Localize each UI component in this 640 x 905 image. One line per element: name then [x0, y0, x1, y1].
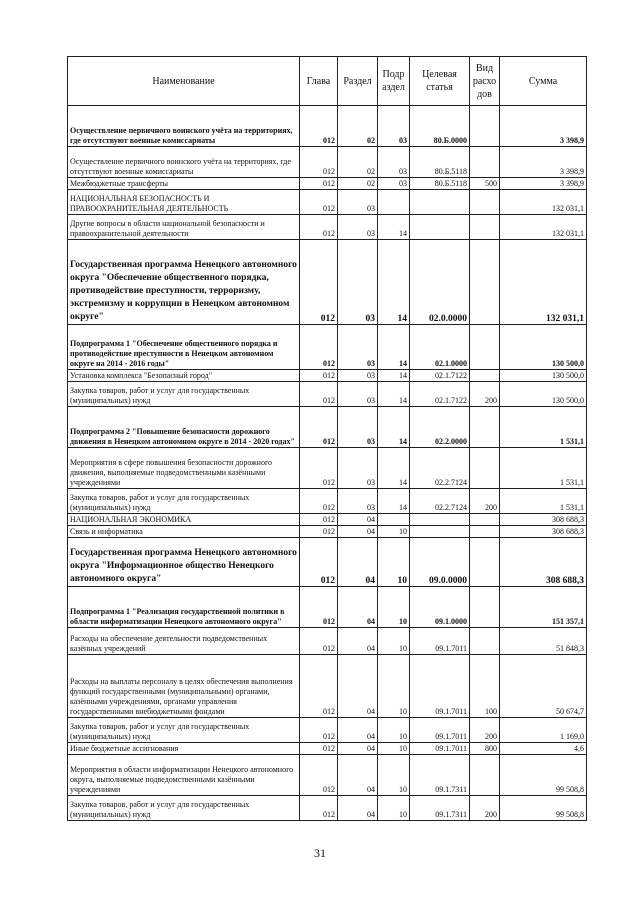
cell-target: [410, 190, 470, 215]
cell-podrazdel: 10: [378, 718, 410, 743]
cell-razdel: 04: [338, 587, 378, 628]
cell-sum: 130 500,0: [500, 370, 587, 382]
header-razdel: Раздел: [338, 57, 378, 106]
cell-vid: [470, 587, 500, 628]
cell-glava: 012: [300, 240, 338, 325]
cell-razdel: 03: [338, 190, 378, 215]
cell-name: Осуществление первичного воинского учёта на территориях, где отсутствуют военные комиссариаты: [68, 147, 300, 178]
cell-target: 09.1.7311: [410, 755, 470, 796]
cell-target: 09.1.7011: [410, 718, 470, 743]
cell-razdel: 02: [338, 147, 378, 178]
cell-glava: 012: [300, 448, 338, 489]
cell-target: 09.1.7011: [410, 628, 470, 655]
table-row: [68, 755, 587, 796]
cell-razdel: 04: [338, 718, 378, 743]
cell-razdel: 04: [338, 514, 378, 526]
table-row: [68, 382, 587, 407]
table-row: [68, 538, 587, 587]
cell-vid: [470, 538, 500, 587]
cell-glava: 012: [300, 178, 338, 190]
cell-name: Государственная программа Ненецкого автономного округа "Информационное общество Ненецкого автономного округа": [68, 538, 300, 587]
cell-sum: 308 688,3: [500, 514, 587, 526]
table-row: [68, 587, 587, 628]
cell-podrazdel: 14: [378, 448, 410, 489]
cell-name: Другие вопросы в области национальной безопасности и правоохранительной деятельности: [68, 215, 300, 240]
header-row: [68, 57, 587, 106]
cell-podrazdel: 10: [378, 655, 410, 718]
cell-sum: 99 508,8: [500, 796, 587, 821]
cell-name: Мероприятия в области информатизации Ненецкого автономного округа, выполняемые подведомственными казёнными учреждениями: [68, 755, 300, 796]
cell-glava: 012: [300, 718, 338, 743]
cell-podrazdel: 14: [378, 325, 410, 370]
cell-glava: 012: [300, 538, 338, 587]
cell-razdel: 04: [338, 743, 378, 755]
cell-glava: 012: [300, 755, 338, 796]
cell-sum: 1 531,1: [500, 489, 587, 514]
cell-name: Межбюджетные трансферты: [68, 178, 300, 190]
cell-glava: 012: [300, 514, 338, 526]
cell-name: Закупка товаров, работ и услуг для государственных (муниципальных) нужд: [68, 489, 300, 514]
cell-podrazdel: 14: [378, 240, 410, 325]
header-podrazdel: Подр аздел: [378, 57, 410, 106]
cell-target: 09.1.7011: [410, 655, 470, 718]
cell-razdel: 04: [338, 655, 378, 718]
cell-sum: 130 500,0: [500, 382, 587, 407]
cell-name: Расходы на обеспечение деятельности подведомственных казённых учреждений: [68, 628, 300, 655]
cell-target: 02.1.7122: [410, 370, 470, 382]
table-body: [68, 106, 587, 821]
table-row: [68, 514, 587, 526]
cell-razdel: 04: [338, 755, 378, 796]
table-row: [68, 526, 587, 538]
cell-podrazdel: 10: [378, 538, 410, 587]
cell-glava: 012: [300, 147, 338, 178]
header-glava: Глава: [300, 57, 338, 106]
cell-razdel: 02: [338, 106, 378, 147]
cell-podrazdel: 14: [378, 382, 410, 407]
cell-name: Закупка товаров, работ и услуг для государственных (муниципальных) нужд: [68, 382, 300, 407]
cell-vid: [470, 370, 500, 382]
cell-target: 02.2.0000: [410, 407, 470, 448]
cell-vid: 100: [470, 655, 500, 718]
cell-target: 09.1.7011: [410, 743, 470, 755]
cell-podrazdel: 03: [378, 178, 410, 190]
cell-razdel: 03: [338, 370, 378, 382]
cell-name: Закупка товаров, работ и услуг для государственных (муниципальных) нужд: [68, 796, 300, 821]
cell-glava: 012: [300, 190, 338, 215]
cell-glava: 012: [300, 743, 338, 755]
cell-podrazdel: 10: [378, 526, 410, 538]
table-row: [68, 628, 587, 655]
cell-name: Связь и информатика: [68, 526, 300, 538]
cell-vid: 800: [470, 743, 500, 755]
cell-podrazdel: [378, 190, 410, 215]
cell-target: [410, 514, 470, 526]
cell-target: 80.Б.5118: [410, 178, 470, 190]
cell-podrazdel: [378, 514, 410, 526]
cell-target: 02.2.7124: [410, 448, 470, 489]
cell-vid: 500: [470, 178, 500, 190]
cell-name: Осуществление первичного воинского учёта на территориях, где отсутствуют военные комиссариаты: [68, 106, 300, 147]
cell-name: НАЦИОНАЛЬНАЯ БЕЗОПАСНОСТЬ И ПРАВООХРАНИТЕЛЬНАЯ ДЕЯТЕЛЬНОСТЬ: [68, 190, 300, 215]
cell-glava: 012: [300, 587, 338, 628]
cell-podrazdel: 10: [378, 587, 410, 628]
cell-vid: [470, 106, 500, 147]
cell-vid: [470, 325, 500, 370]
table-row: [68, 370, 587, 382]
cell-razdel: 04: [338, 526, 378, 538]
cell-podrazdel: 10: [378, 755, 410, 796]
cell-name: Государственная программа Ненецкого автономного округа "Обеспечение общественного порядка, противодействие преступности, терроризму, экстремизму и коррупции в Ненецком автономном округе": [68, 240, 300, 325]
cell-glava: 012: [300, 796, 338, 821]
cell-vid: [470, 448, 500, 489]
cell-razdel: 03: [338, 382, 378, 407]
cell-sum: 1 531,1: [500, 407, 587, 448]
cell-razdel: 03: [338, 489, 378, 514]
cell-name: Закупка товаров, работ и услуг для государственных (муниципальных) нужд: [68, 718, 300, 743]
cell-vid: [470, 147, 500, 178]
cell-name: Подпрограмма 2 "Повышение безопасности дорожного движения в Ненецком автономном округе в 2014 - 2020 годах": [68, 407, 300, 448]
cell-target: [410, 526, 470, 538]
cell-name: НАЦИОНАЛЬНАЯ ЭКОНОМИКА: [68, 514, 300, 526]
cell-vid: [470, 407, 500, 448]
cell-podrazdel: 10: [378, 628, 410, 655]
cell-vid: [470, 526, 500, 538]
cell-glava: 012: [300, 655, 338, 718]
cell-sum: 99 508,8: [500, 755, 587, 796]
cell-target: 02.2.7124: [410, 489, 470, 514]
table-row: [68, 743, 587, 755]
cell-razdel: 04: [338, 628, 378, 655]
cell-name: Расходы на выплаты персоналу в целях обеспечения выполнения функций государственными (муниципальными) органами, казёнными учреждениями, органами управления государственными внебюджетными фондами: [68, 655, 300, 718]
cell-razdel: 03: [338, 448, 378, 489]
cell-sum: 4,6: [500, 743, 587, 755]
cell-razdel: 03: [338, 407, 378, 448]
cell-glava: 012: [300, 407, 338, 448]
cell-podrazdel: 03: [378, 106, 410, 147]
header-sum: Сумма: [500, 57, 587, 106]
cell-vid: [470, 240, 500, 325]
table-row: [68, 407, 587, 448]
cell-podrazdel: 14: [378, 370, 410, 382]
table-row: [68, 489, 587, 514]
cell-vid: [470, 215, 500, 240]
table-row: [68, 240, 587, 325]
cell-podrazdel: 10: [378, 796, 410, 821]
cell-name: Подпрограмма 1 "Реализация государственной политики в области информатизации Ненецкого автономного округа": [68, 587, 300, 628]
table-row: [68, 448, 587, 489]
cell-vid: 200: [470, 489, 500, 514]
table-row: [68, 718, 587, 743]
page-number: 31: [314, 846, 326, 860]
table-row: [68, 215, 587, 240]
header-target: Целевая статья: [410, 57, 470, 106]
cell-sum: 3 398,9: [500, 147, 587, 178]
cell-vid: [470, 514, 500, 526]
cell-target: 09.1.0000: [410, 587, 470, 628]
table-row: [68, 325, 587, 370]
cell-razdel: 02: [338, 178, 378, 190]
cell-razdel: 04: [338, 796, 378, 821]
cell-sum: 132 031,1: [500, 240, 587, 325]
cell-sum: 308 688,3: [500, 538, 587, 587]
cell-target: 09.1.7311: [410, 796, 470, 821]
cell-target: 02.1.7122: [410, 382, 470, 407]
cell-razdel: 03: [338, 325, 378, 370]
cell-sum: 3 398,9: [500, 106, 587, 147]
cell-podrazdel: 10: [378, 743, 410, 755]
cell-razdel: 03: [338, 215, 378, 240]
cell-glava: 012: [300, 526, 338, 538]
cell-sum: 132 031,1: [500, 190, 587, 215]
cell-podrazdel: 14: [378, 489, 410, 514]
header-vid: Вид расхо дов: [470, 57, 500, 106]
cell-target: 02.1.0000: [410, 325, 470, 370]
cell-glava: 012: [300, 382, 338, 407]
cell-glava: 012: [300, 489, 338, 514]
table-row: [68, 147, 587, 178]
cell-vid: 200: [470, 718, 500, 743]
cell-glava: 012: [300, 370, 338, 382]
cell-target: 02.0.0000: [410, 240, 470, 325]
cell-podrazdel: 14: [378, 407, 410, 448]
cell-podrazdel: 03: [378, 147, 410, 178]
cell-sum: 132 031,1: [500, 215, 587, 240]
cell-vid: [470, 755, 500, 796]
cell-target: 09.0.0000: [410, 538, 470, 587]
cell-sum: 51 848,3: [500, 628, 587, 655]
cell-sum: 1 531,1: [500, 448, 587, 489]
header-name: Наименование: [68, 57, 300, 106]
cell-vid: 200: [470, 796, 500, 821]
cell-sum: 3 398,9: [500, 178, 587, 190]
cell-glava: 012: [300, 106, 338, 147]
table-row: [68, 655, 587, 718]
cell-target: 80.Б.0000: [410, 106, 470, 147]
cell-sum: 50 674,7: [500, 655, 587, 718]
cell-sum: 308 688,3: [500, 526, 587, 538]
cell-vid: 200: [470, 382, 500, 407]
cell-razdel: 04: [338, 538, 378, 587]
table-row: [68, 796, 587, 821]
cell-vid: [470, 190, 500, 215]
budget-table: [67, 56, 587, 821]
cell-name: Установка комплекса "Безопасный город": [68, 370, 300, 382]
cell-podrazdel: 14: [378, 215, 410, 240]
cell-name: Иные бюджетные ассигнования: [68, 743, 300, 755]
cell-glava: 012: [300, 628, 338, 655]
table-row: [68, 190, 587, 215]
cell-razdel: 03: [338, 240, 378, 325]
cell-sum: 151 357,1: [500, 587, 587, 628]
cell-sum: 1 169,0: [500, 718, 587, 743]
cell-target: 80.Б.5118: [410, 147, 470, 178]
table-row: [68, 178, 587, 190]
cell-name: Подпрограмма 1 "Обеспечение общественного порядка и противодействие преступности в Ненецком автономном округе на 2014 - 2016 годы": [68, 325, 300, 370]
cell-glava: 012: [300, 215, 338, 240]
table-row: [68, 106, 587, 147]
cell-glava: 012: [300, 325, 338, 370]
cell-sum: 130 500,0: [500, 325, 587, 370]
cell-vid: [470, 628, 500, 655]
cell-name: Мероприятия в сфере повышения безопасности дорожного движения, выполняемые подведомственными казёнными учреждениями: [68, 448, 300, 489]
cell-target: [410, 215, 470, 240]
